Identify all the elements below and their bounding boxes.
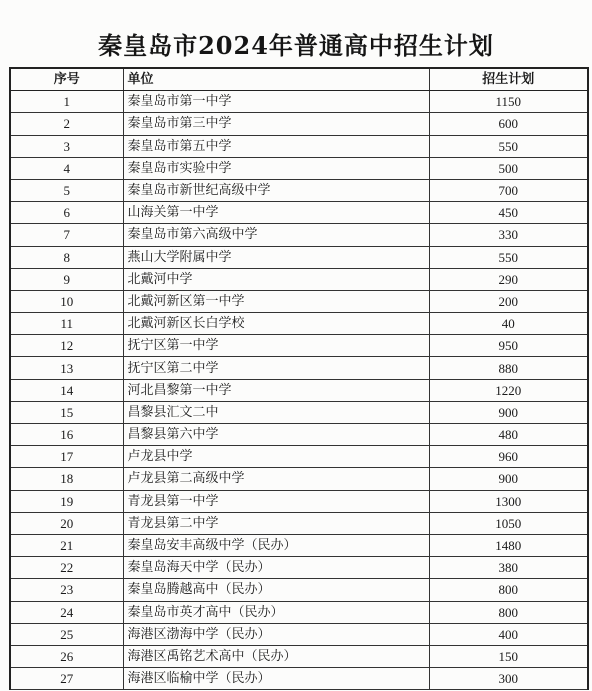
row-unit-name: 秦皇岛腾越高中（民办）	[123, 579, 429, 601]
row-enrollment-count: 550	[429, 246, 587, 268]
row-unit-name: 秦皇岛市第六高级中学	[123, 224, 429, 246]
table-row	[11, 357, 587, 379]
table-row	[11, 534, 587, 556]
row-serial-number: 4	[11, 157, 123, 179]
table-row	[11, 401, 587, 423]
table-body	[11, 91, 587, 690]
row-enrollment-count: 900	[429, 468, 587, 490]
row-serial-number: 26	[11, 645, 123, 667]
row-enrollment-count: 900	[429, 401, 587, 423]
row-enrollment-count: 1050	[429, 512, 587, 534]
row-unit-name: 昌黎县汇文二中	[123, 401, 429, 423]
table-row	[11, 446, 587, 468]
table-row	[11, 512, 587, 534]
row-serial-number: 10	[11, 290, 123, 312]
row-serial-number: 3	[11, 135, 123, 157]
row-unit-name: 抚宁区第二中学	[123, 357, 429, 379]
row-unit-name: 卢龙县中学	[123, 446, 429, 468]
table-row	[11, 157, 587, 179]
row-enrollment-count: 800	[429, 579, 587, 601]
row-enrollment-count: 700	[429, 179, 587, 201]
row-enrollment-count: 290	[429, 268, 587, 290]
table-row	[11, 490, 587, 512]
row-unit-name: 秦皇岛市第一中学	[123, 91, 429, 113]
row-enrollment-count: 150	[429, 645, 587, 667]
table-row	[11, 224, 587, 246]
table-row	[11, 379, 587, 401]
table-row	[11, 179, 587, 201]
row-unit-name: 青龙县第一中学	[123, 490, 429, 512]
row-serial-number: 21	[11, 534, 123, 556]
row-serial-number: 16	[11, 424, 123, 446]
header-unit: 单位	[123, 69, 429, 91]
row-serial-number: 15	[11, 401, 123, 423]
row-unit-name: 北戴河中学	[123, 268, 429, 290]
table-row	[11, 91, 587, 113]
row-serial-number: 20	[11, 512, 123, 534]
row-enrollment-count: 300	[429, 668, 587, 690]
row-unit-name: 海港区渤海中学（民办）	[123, 623, 429, 645]
table-row	[11, 601, 587, 623]
table-row	[11, 645, 587, 667]
table-row	[11, 424, 587, 446]
row-enrollment-count: 400	[429, 623, 587, 645]
table-row	[11, 246, 587, 268]
enrollment-table	[9, 67, 589, 690]
row-unit-name: 北戴河新区第一中学	[123, 290, 429, 312]
row-enrollment-count: 330	[429, 224, 587, 246]
table-row	[11, 557, 587, 579]
row-serial-number: 9	[11, 268, 123, 290]
row-enrollment-count: 950	[429, 335, 587, 357]
row-serial-number: 11	[11, 313, 123, 335]
row-enrollment-count: 960	[429, 446, 587, 468]
row-enrollment-count: 1300	[429, 490, 587, 512]
table-row	[11, 202, 587, 224]
table-row	[11, 623, 587, 645]
row-serial-number: 22	[11, 557, 123, 579]
row-unit-name: 秦皇岛市英才高中（民办）	[123, 601, 429, 623]
row-enrollment-count: 1220	[429, 379, 587, 401]
row-serial-number: 7	[11, 224, 123, 246]
table-row	[11, 290, 587, 312]
row-unit-name: 秦皇岛市第五中学	[123, 135, 429, 157]
row-unit-name: 秦皇岛安丰高级中学（民办）	[123, 534, 429, 556]
row-unit-name: 抚宁区第一中学	[123, 335, 429, 357]
document-title: 秦皇岛市2024年普通高中招生计划	[98, 31, 494, 60]
row-enrollment-count: 450	[429, 202, 587, 224]
row-unit-name: 卢龙县第二高级中学	[123, 468, 429, 490]
row-enrollment-count: 200	[429, 290, 587, 312]
row-enrollment-count: 800	[429, 601, 587, 623]
row-enrollment-count: 380	[429, 557, 587, 579]
row-enrollment-count: 500	[429, 157, 587, 179]
row-serial-number: 24	[11, 601, 123, 623]
row-unit-name: 河北昌黎第一中学	[123, 379, 429, 401]
header-serial-number: 序号	[11, 69, 123, 91]
row-serial-number: 2	[11, 113, 123, 135]
row-unit-name: 昌黎县第六中学	[123, 424, 429, 446]
row-enrollment-count: 550	[429, 135, 587, 157]
row-unit-name: 山海关第一中学	[123, 202, 429, 224]
row-serial-number: 1	[11, 91, 123, 113]
row-serial-number: 17	[11, 446, 123, 468]
table-row	[11, 668, 587, 690]
row-serial-number: 23	[11, 579, 123, 601]
row-unit-name: 秦皇岛市新世纪高级中学	[123, 179, 429, 201]
table-row	[11, 135, 587, 157]
row-unit-name: 海港区临榆中学（民办）	[123, 668, 429, 690]
table-row	[11, 268, 587, 290]
row-enrollment-count: 1150	[429, 91, 587, 113]
row-unit-name: 海港区禹铭艺术高中（民办）	[123, 645, 429, 667]
table-header-row	[11, 69, 587, 91]
row-enrollment-count: 40	[429, 313, 587, 335]
row-serial-number: 25	[11, 623, 123, 645]
row-serial-number: 27	[11, 668, 123, 690]
row-unit-name: 北戴河新区长白学校	[123, 313, 429, 335]
row-serial-number: 18	[11, 468, 123, 490]
row-unit-name: 秦皇岛市第三中学	[123, 113, 429, 135]
row-serial-number: 12	[11, 335, 123, 357]
table-row	[11, 579, 587, 601]
row-serial-number: 5	[11, 179, 123, 201]
table-row	[11, 113, 587, 135]
row-enrollment-count: 1480	[429, 534, 587, 556]
row-unit-name: 秦皇岛海天中学（民办）	[123, 557, 429, 579]
row-serial-number: 6	[11, 202, 123, 224]
table-row	[11, 468, 587, 490]
row-serial-number: 8	[11, 246, 123, 268]
row-enrollment-count: 880	[429, 357, 587, 379]
row-enrollment-count: 600	[429, 113, 587, 135]
row-serial-number: 14	[11, 379, 123, 401]
header-enrollment-plan: 招生计划	[429, 69, 587, 91]
row-unit-name: 秦皇岛市实验中学	[123, 157, 429, 179]
row-unit-name: 青龙县第二中学	[123, 512, 429, 534]
row-serial-number: 19	[11, 490, 123, 512]
row-serial-number: 13	[11, 357, 123, 379]
row-unit-name: 燕山大学附属中学	[123, 246, 429, 268]
table-row	[11, 313, 587, 335]
row-enrollment-count: 480	[429, 424, 587, 446]
enrollment-plan-table	[11, 69, 587, 690]
table-row	[11, 335, 587, 357]
